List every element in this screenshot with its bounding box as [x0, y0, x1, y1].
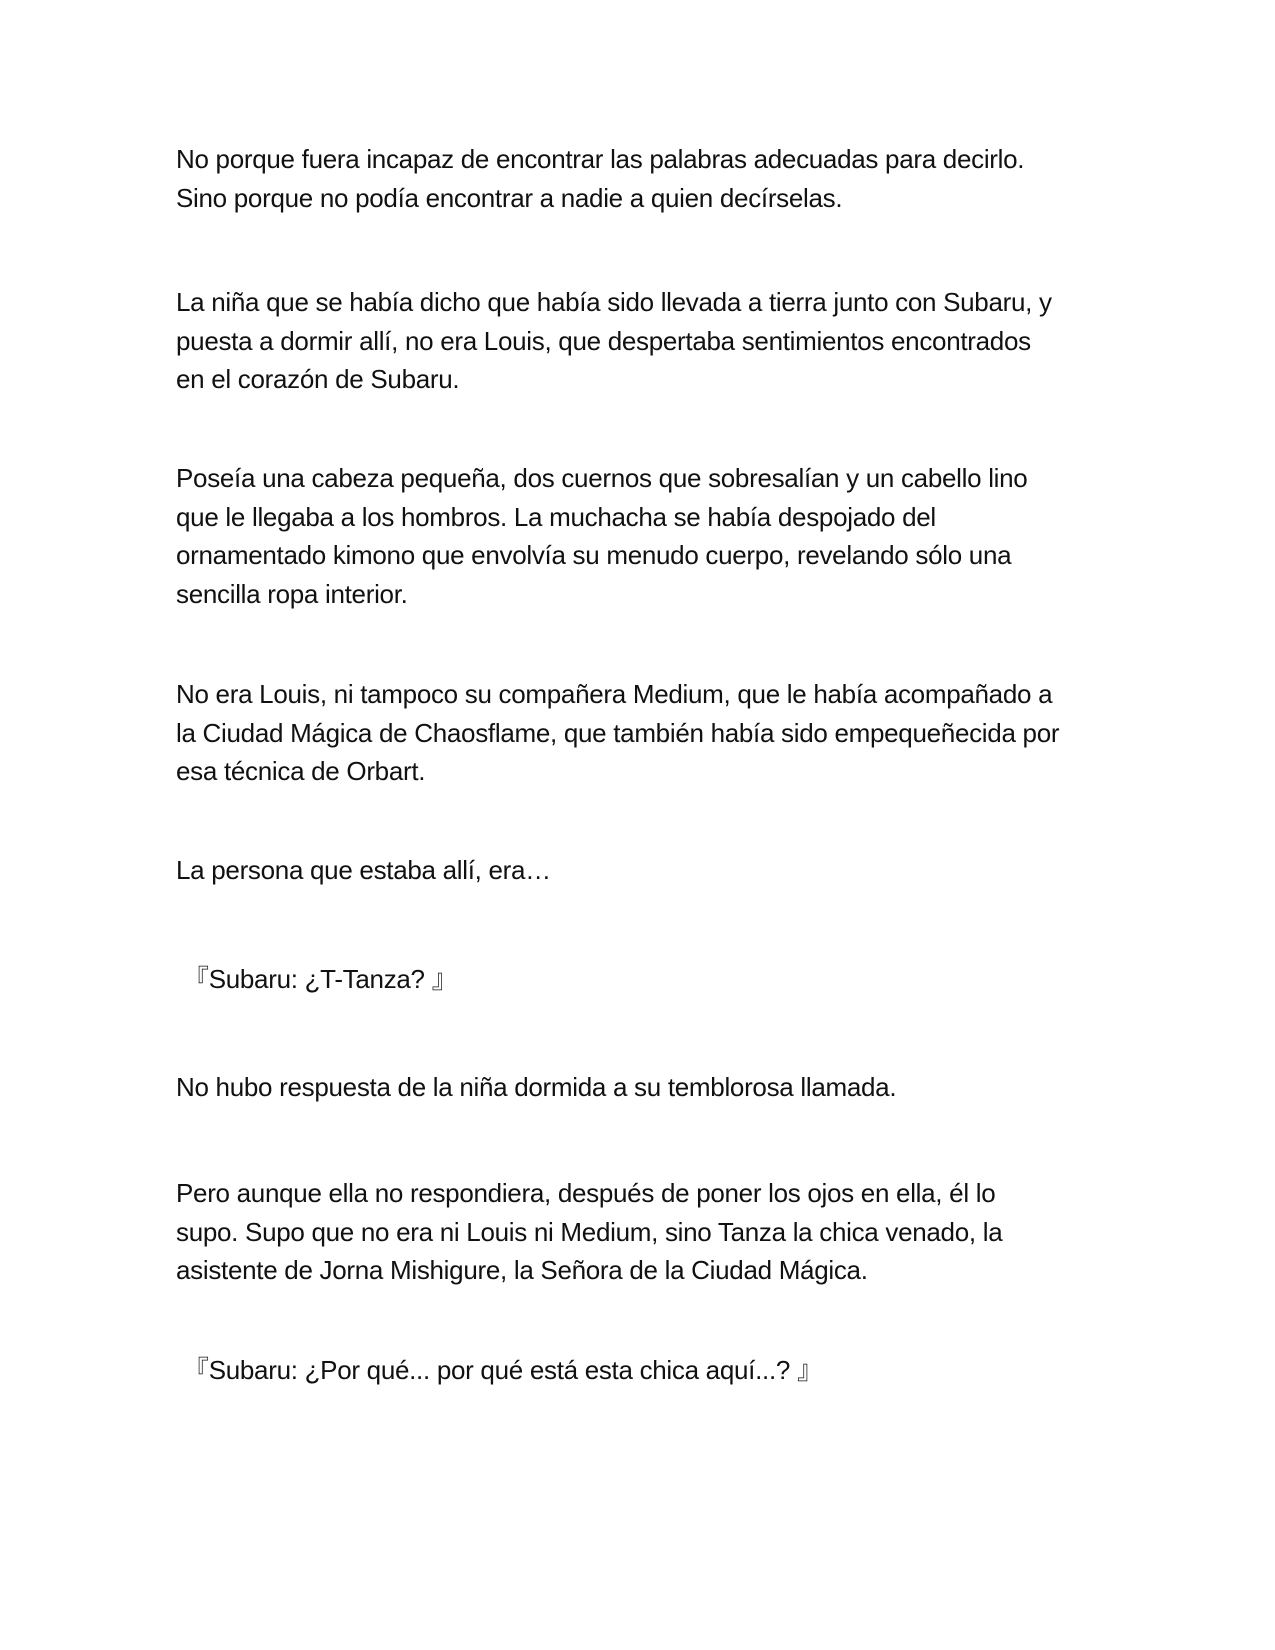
text-line: asistente de Jorna Mishigure, la Señora de la Ciudad Mágica.	[176, 1255, 868, 1285]
paragraph-2	[176, 283, 1106, 399]
text-line: esa técnica de Orbart.	[176, 756, 426, 786]
text-line: que le llegaba a los hombros. La muchacha se había despojado del	[176, 501, 936, 532]
text-line: en el corazón de Subaru.	[176, 364, 460, 394]
text-line: ornamentado kimono que envolvía su menudo cuerpo, revelando sólo una	[176, 540, 1012, 570]
text-line: No porque fuera incapaz de encontrar las palabras adecuadas para decirlo.	[176, 144, 1025, 174]
text-line: puesta a dormir allí, no era Louis, que despertaba sentimientos encontrados	[176, 325, 1031, 356]
paragraph-4	[176, 675, 1106, 791]
paragraph-8	[176, 1174, 1106, 1290]
text-line: Poseía una cabeza pequeña, dos cuernos que sobresalían y un cabello lino	[176, 463, 1028, 493]
text-line: No era Louis, ni tampoco su compañera Medium, que le había acompañado a	[176, 679, 1053, 709]
text-line: supo. Supo que no era ni Louis ni Medium, sino Tanza la chica venado, la	[176, 1216, 1003, 1247]
dialogue-line-1	[183, 960, 1113, 999]
text-line: sencilla ropa interior.	[176, 578, 408, 609]
text-line: la Ciudad Mágica de Chaosflame, que también había sido empequeñecida por	[176, 717, 1060, 748]
text-line: No hubo respuesta de la niña dormida a su temblorosa llamada.	[176, 1072, 897, 1102]
paragraph-3	[176, 459, 1106, 613]
paragraph-1	[176, 140, 1106, 217]
text-line: Sino porque no podía encontrar a nadie a quien decírselas.	[176, 182, 843, 213]
paragraph-5	[176, 851, 1106, 890]
dialogue-line-2	[183, 1351, 1113, 1390]
text-line: 『Subaru: ¿T-Tanza? 』	[183, 964, 458, 994]
text-line: La niña que se había dicho que había sido llevada a tierra junto con Subaru, y	[176, 287, 1052, 317]
text-line: Pero aunque ella no respondiera, después de poner los ojos en ella, él lo	[176, 1178, 996, 1208]
paragraph-7	[176, 1068, 1106, 1107]
text-line: 『Subaru: ¿Por qué... por qué está esta chica aquí...? 』	[183, 1355, 823, 1385]
text-line: La persona que estaba allí, era…	[176, 855, 551, 885]
